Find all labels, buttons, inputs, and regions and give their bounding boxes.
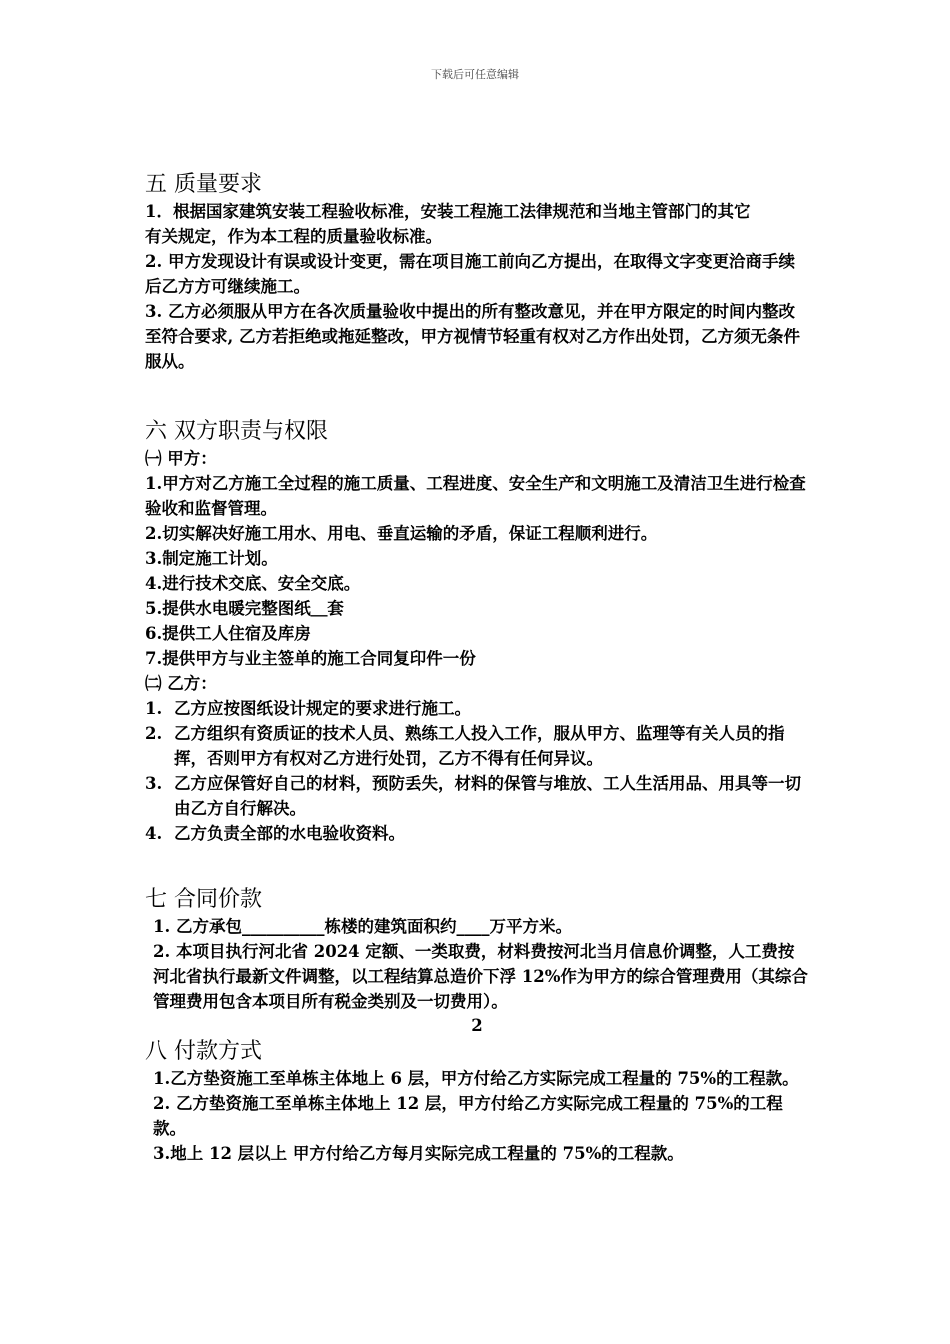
list-item: 6.提供工人住宿及库房 [145, 624, 311, 643]
list-item: 7.提供甲方与业主签单的施工合同复印件一份 [145, 649, 476, 668]
list-item [145, 771, 809, 821]
paragraph: 1.乙方垫资施工至单栋主体地上 6 层，甲方付给乙方实际完成工程量的 75%的工程款。 [153, 1069, 799, 1088]
section-title: 五 质量要求 [145, 172, 262, 197]
section-quality-requirements [145, 171, 809, 374]
paragraph: 2. 本项目执行河北省 2024 定额、一类取费，材料费按河北当月信息价调整，人工费按河北省执行最新文件调整，以工程结算总造价下浮 12%作为甲方的综合管理费用（其综合管理费用包含本项目所有税金类别及一切费用）。 [153, 942, 808, 1011]
list-number: 2. [145, 724, 163, 743]
list-number: 3. [145, 774, 163, 793]
section-contract-price [145, 886, 809, 1014]
list-item: 3.制定施工计划。 [145, 549, 278, 568]
list-item: 5.提供水电暖完整图纸＿套 [145, 599, 344, 618]
page-number: 2 [471, 1016, 483, 1035]
list-item: 1.甲方对乙方施工全过程的施工质量、工程进度、安全生产和文明施工及清洁卫生进行检查验收和监督管理。 [145, 474, 806, 518]
header-note: 下载后可任意编辑 [431, 68, 519, 81]
list-text: 乙方组织有资质证的技术人员、熟练工人投入工作，服从甲方、监理等有关人员的指挥，否则甲方有权对乙方进行处罚，乙方不得有任何异议。 [174, 724, 785, 768]
paragraph: 3.地上 12 层以上 甲方付给乙方每月实际完成工程量的 75%的工程款。 [153, 1144, 684, 1163]
party-a-label: ㈠ 甲方： [145, 449, 217, 468]
paragraph: 1．根据国家建筑安装工程验收标准，安装工程施工法律规范和当地主管部门的其它 [145, 202, 751, 221]
list-item [145, 696, 809, 721]
list-item [145, 721, 809, 771]
section-responsibilities [145, 418, 809, 846]
party-b-label: ㈡ 乙方： [145, 674, 217, 693]
paragraph: 有关规定，作为本工程的质量验收标准。 [145, 227, 442, 246]
section-payment-method [145, 1038, 809, 1166]
paragraph: 2. 甲方发现设计有误或设计变更，需在项目施工前向乙方提出，在取得文字变更洽商手续后乙方方可继续施工。 [145, 252, 795, 296]
list-item: 4.进行技术交底、安全交底。 [145, 574, 361, 593]
paragraph: 2. 乙方垫资施工至单栋主体地上 12 层，甲方付给乙方实际完成工程量的 75%的工程款。 [153, 1094, 783, 1138]
paragraph: 3. 乙方必须服从甲方在各次质量验收中提出的所有整改意见，并在甲方限定的时间内整改至符合要求, 乙方若拒绝或拖延整改，甲方视情节轻重有权对乙方作出处罚，乙方须无条件服从。 [145, 302, 800, 371]
list-number: 4. [145, 824, 163, 843]
list-text: 乙方应保管好自己的材料，预防丢失，材料的保管与堆放、工人生活用品、用具等一切由乙方自行解决。 [174, 774, 801, 818]
list-item [145, 821, 809, 846]
section-title: 八 付款方式 [145, 1039, 262, 1064]
paragraph: 1. 乙方承包__________栋楼的建筑面积约____万平方米。 [153, 917, 572, 936]
list-item: 2.切实解决好施工用水、用电、垂直运输的矛盾，保证工程顺利进行。 [145, 524, 658, 543]
document-page [145, 171, 809, 1166]
list-number: 1. [145, 699, 163, 718]
list-text: 乙方应按图纸设计规定的要求进行施工。 [174, 699, 471, 718]
section-title: 七 合同价款 [145, 887, 262, 912]
list-text: 乙方负责全部的水电验收资料。 [174, 824, 405, 843]
section-title: 六 双方职责与权限 [145, 419, 328, 444]
